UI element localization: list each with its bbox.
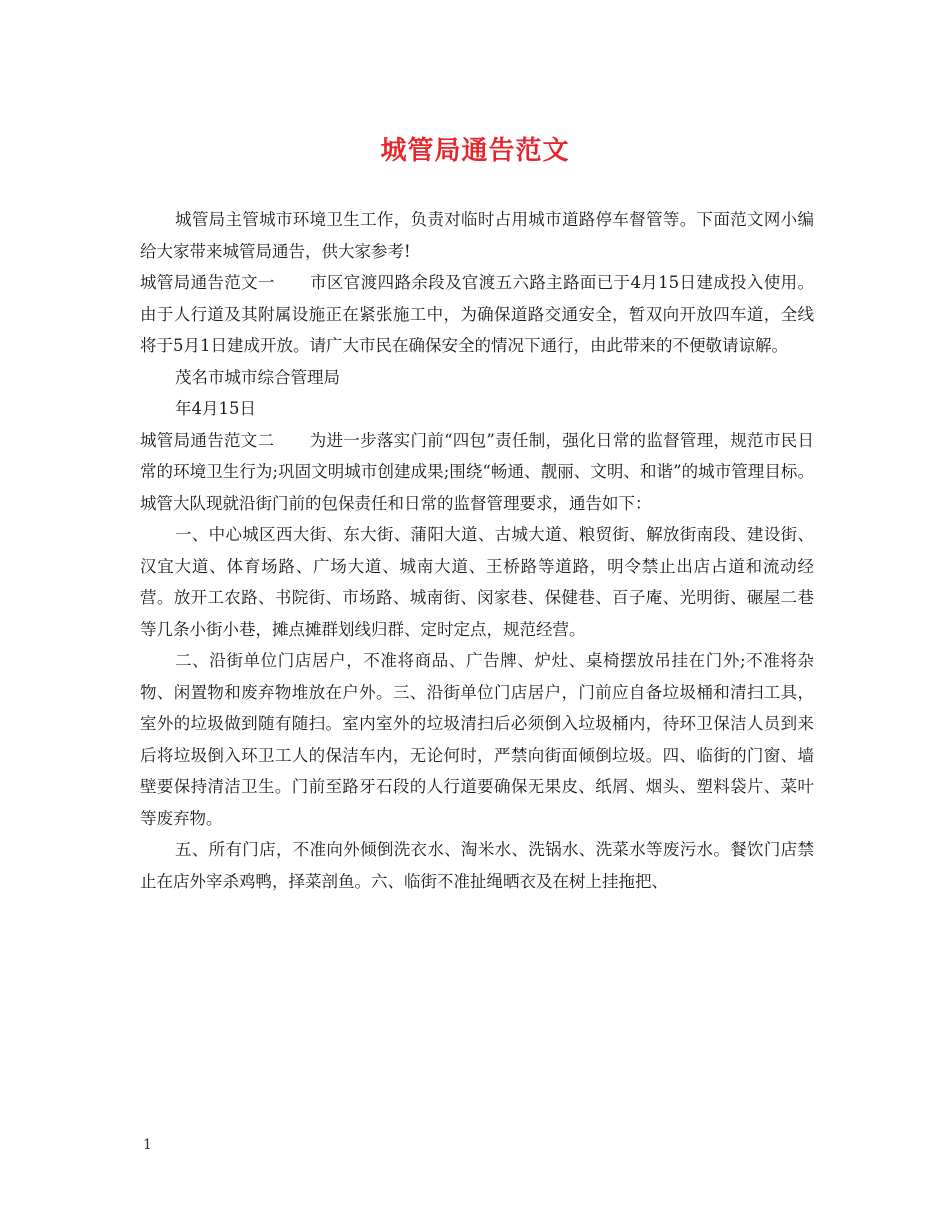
page-number: 1 bbox=[143, 1137, 152, 1153]
signature-org: 茂名市城市综合管理局 bbox=[175, 367, 340, 387]
item-five-paragraph: 五、所有门店，不准向外倾倒洗衣水、淘米水、洗锅水、洗菜水等废污水。餐饮门店禁止在店外宰杀鸡鸭，择菜剖鱼。六、临街不准扯绳晒衣及在树上挂拖把、 bbox=[140, 840, 814, 891]
section-one-text: 市区官渡四路余段及官渡五六路主路面已于4月15日建成投入使用。由于人行道及其附属设施正在紧张施工中，为确保道路交通安全，暂双向开放四车道，全线将于5月1日建成开放。请广大市民在确保安全的情况下通行，由此带来的不便敬请谅解。 bbox=[140, 273, 814, 355]
section-two-label: 城管局通告范文二 bbox=[140, 430, 275, 450]
document-body bbox=[140, 204, 814, 897]
signature-date: 年4月15日 bbox=[175, 399, 256, 418]
section-one-label: 城管局通告范文一 bbox=[140, 273, 275, 292]
item-one-paragraph: 一、中心城区西大街、东大街、蒲阳大道、古城大道、粮贸街、解放街南段、建设街、汉宜大道、体育场路、广场大道、城南大道、王桥路等道路，明令禁止出店占道和流动经营。放开工农路、书院街、市场路、城南街、闵家巷、保健巷、百子庵、光明街、碾屋二巷等几条小街小巷，摊点摊群划线归群、定时定点，规范经营。 bbox=[140, 525, 814, 639]
intro-paragraph: 城管局主管城市环境卫生工作，负责对临时占用城市道路停车督管等。下面范文网小编给大家带来城管局通告，供大家参考! bbox=[140, 210, 814, 261]
section-two-text: 为进一步落实门前“四包”责任制，强化日常的监督管理，规范市民日常的环境卫生行为;巩固文明城市创建成果;围绕“畅通、靓丽、文明、和谐”的城市管理目标。城管大队现就沿街门前的包保责任和日常的监督管理要求，通告如下： bbox=[140, 430, 815, 513]
section-two-paragraph bbox=[140, 425, 814, 520]
item-two-paragraph: 二、沿街单位门店居户，不准将商品、广告牌、炉灶、桌椅摆放吊挂在门外;不准将杂物、闲置物和废弃物堆放在户外。三、沿街单位门店居户，门前应自备垃圾桶和清扫工具，室外的垃圾做到随有随扫。室内室外的垃圾清扫后必须倒入垃圾桶内，待环卫保洁人员到来后将垃圾倒入环卫工人的保洁车内，无论何时，严禁向街面倾倒垃圾。四、临街的门窗、墙壁要保持清洁卫生。门前至路牙石段的人行道要确保无果皮、纸屑、烟头、塑料袋片、菜叶等废弃物。 bbox=[140, 651, 814, 828]
document-title: 城管局通告范文 bbox=[380, 136, 570, 166]
section-one-paragraph bbox=[140, 267, 814, 362]
